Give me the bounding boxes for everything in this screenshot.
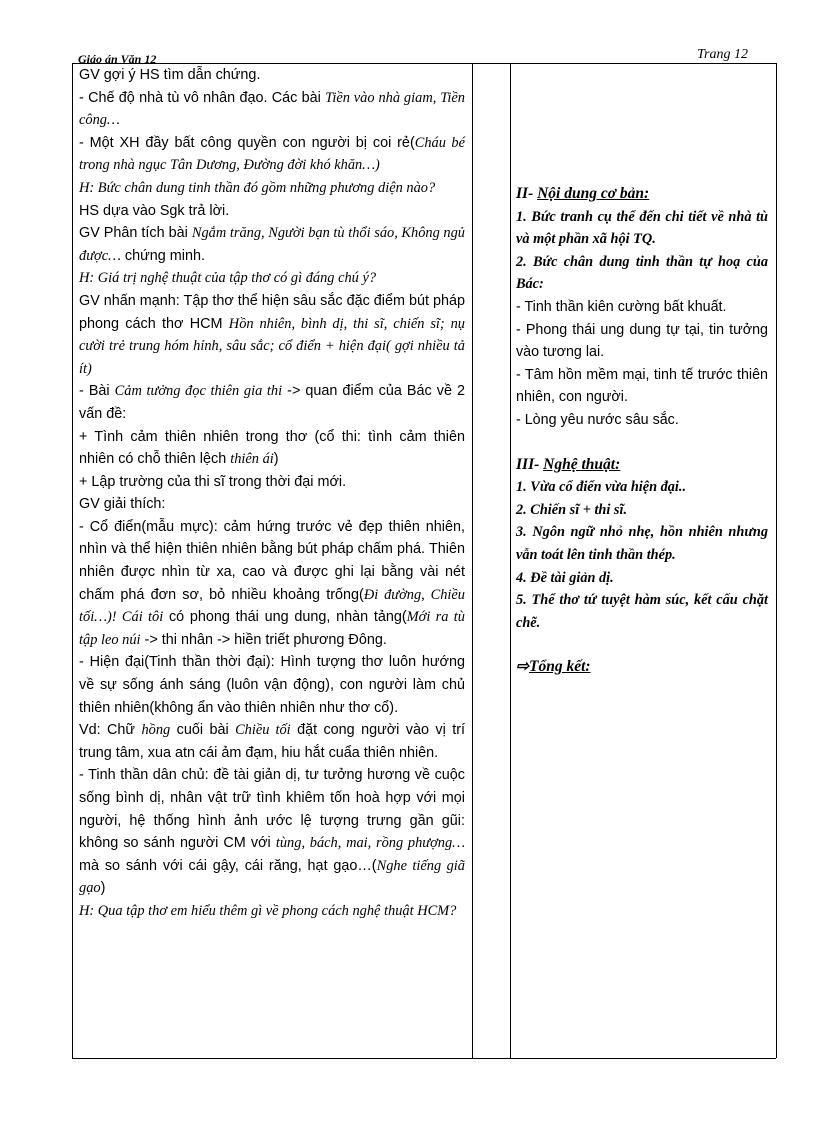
paragraph-segment: - Cổ điển(mẫu mực): cảm hứng trước vẻ đẹp thiên nhiên, nhìn và thể hiện thiên nhiên bằng bút pháp chấm phá. Thiên nhiên được nhìn từ xa, cao và được ghi lại bằng vài nét chấm phá đơn sơ, bỏ nhiều khoảng trống( [79, 518, 465, 603]
summary-heading: ⇨Tổng kết: [516, 658, 591, 676]
paragraph-segment: + Lập trường của thi sĩ trong thời đại mới. [79, 473, 347, 490]
section-heading-art: III- Nghệ thuật: [516, 455, 621, 473]
paragraph-segment: Mới ra tù tập leo núi [79, 609, 465, 648]
paragraph-segment: GV giải thích: [79, 496, 166, 513]
paragraph-segment: H: Giá trị nghệ thuật của tập thơ có gì đáng chú ý? [79, 270, 377, 287]
paragraph-segment: - Một XH đầy bất công quyền con người bị coi rẻ( [79, 134, 415, 151]
paragraph-segment: chứng minh. [120, 247, 205, 264]
header-page-number: Trang 12 [697, 47, 748, 62]
lesson-paragraph [79, 267, 465, 290]
lesson-paragraph [79, 64, 465, 87]
paragraph-segment: Tiền vào nhà giam, Tiền công… [79, 89, 465, 129]
content-bullet: - Phong thái ung dung tự tại, tin tưởng vào tương lai. [516, 321, 768, 361]
header-document-title: Giáo án Văn 12 [78, 52, 157, 66]
paragraph-segment: có phong thái ung dung, nhàn tảng( [163, 609, 407, 626]
table-left-border [72, 63, 73, 1058]
content-column [516, 64, 768, 679]
paragraph-segment: H: Bức chân dung tinh thần đó gồm những phương diện nào? [79, 179, 436, 196]
paragraph-segment: Cảm tưởng đọc thiên gia thi [114, 383, 283, 400]
paragraph-segment: - Bài [79, 383, 115, 400]
paragraph-segment: GV nhấn mạnh: Tập thơ thể hiện sâu sắc đặc điểm bút pháp phong cách thơ HCM [79, 292, 465, 332]
lesson-paragraph [79, 493, 465, 516]
paragraph-segment: - Tinh thần dân chủ: đề tài giản dị, tư tưởng hương về cuộc sống bình dị, nhân vật trữ tình khiêm tốn hoà hợp với mọi người, hệ thống hình ảnh ước lệ tượng trưng gần gũi: không so sánh người CM với [79, 767, 465, 852]
art-item: 4. Đề tài giản dị. [516, 569, 614, 586]
paragraph-segment: cuối bài [170, 722, 236, 739]
lesson-paragraph [79, 177, 465, 200]
paragraph-segment: - Chế độ nhà tù vô nhân đạo. Các bài [79, 89, 326, 106]
paragraph-segment: hồng [141, 722, 171, 739]
lesson-paragraph [79, 426, 465, 471]
paragraph-segment: Nghe tiếng giã gạo [79, 857, 465, 897]
lesson-paragraph [79, 900, 465, 923]
lesson-paragraph [79, 380, 465, 425]
paragraph-segment: Ngắm trăng, Người bạn tù thổi sáo, Không ngủ được… [79, 225, 465, 264]
table-right-border [776, 63, 777, 1058]
paragraph-segment: Đi đường, Chiều tối…)! Cái tôi [79, 586, 465, 626]
paragraph-segment: tùng, bách, mai, rồng phượng… [275, 835, 465, 852]
table-bottom-border [72, 1058, 776, 1059]
art-item: 3. Ngôn ngữ nhỏ nhẹ, hồn nhiên nhưng vẫn toát lên tinh thần thép. [516, 524, 768, 563]
paragraph-segment: H: Qua tập thơ em hiểu thêm gì về phong cách nghệ thuật HCM? [79, 902, 457, 919]
lesson-paragraph [79, 516, 465, 652]
column-divider [472, 63, 473, 1058]
lesson-paragraph [79, 764, 465, 900]
paragraph-segment: ) [273, 451, 279, 468]
paragraph-segment: Vd: Chữ [79, 722, 142, 739]
paragraph-segment: + Tình cảm thiên nhiên trong thơ (cổ thi: tình cảm thiên nhiên có chỗ thiên lệch [79, 428, 465, 468]
paragraph-segment: Cháu bé trong nhà ngục Tân Dương, Đường đời khó khăn…) [79, 134, 465, 174]
lesson-paragraph [79, 132, 465, 177]
paragraph-segment: GV gợi ý HS tìm dẫn chứng. [79, 67, 261, 83]
paragraph-segment: thiên ái [230, 451, 274, 468]
section-heading-content: II- Nội dung cơ bản: [516, 185, 650, 202]
content-bullet: - Tinh thần kiên cường bất khuất. [516, 298, 727, 315]
art-item: 2. Chiến sĩ + thi sĩ. [516, 501, 628, 518]
paragraph-segment: -> quan điểm của Bác về 2 vấn đề: [79, 383, 465, 422]
lesson-paragraph [79, 290, 465, 380]
paragraph-segment: Chiều tối [235, 722, 291, 739]
paragraph-segment: đặt cong người vào vị trí trung tâm, xua atn cái ảm đạm, hiu hắt cuẩa thiên nhiên. [79, 722, 465, 761]
paragraph-segment: ) [100, 880, 106, 897]
lesson-paragraph [79, 222, 465, 267]
paragraph-segment: mà so sánh với cái gậy, cái răng, hạt gạo…( [79, 857, 377, 874]
paragraph-segment: - Hiện đại(Tinh thần thời đại): Hình tượng thơ luôn hướng về sự sống ánh sáng (luôn vận động), con người làm chủ thiên nhiên(không ẩn vào thiên nhiên như thơ cổ). [79, 654, 465, 716]
art-item: 1. Vừa cổ điển vừa hiện đại.. [516, 479, 687, 496]
paragraph-segment: GV Phân tích bài [79, 225, 192, 242]
arrow-icon: ⇨ [516, 658, 529, 676]
lesson-paragraph [79, 719, 465, 764]
paragraph-segment: Hồn nhiên, bình dị, thi sĩ, chiến sĩ; nụ cười trẻ trung hóm hỉnh, sâu sắc; cổ điển + hiện đại( gợi nhiều tả ít) [79, 315, 465, 377]
content-item: 2. Bức chân dung tinh thần tự hoạ của Bác: [516, 253, 768, 293]
content-bullet: - Lòng yêu nước sâu sắc. [516, 411, 679, 428]
art-item: 5. Thể thơ tứ tuyệt hàm súc, kết cấu chặt chẽ. [516, 592, 768, 631]
lesson-paragraph [79, 200, 465, 223]
paragraph-segment: -> thi nhân -> hiền triết phương Đông. [140, 631, 387, 648]
paragraph-segment: HS dựa vào Sgk trả lời. [79, 202, 230, 219]
teacher-activities-column [79, 64, 465, 923]
lesson-paragraph [79, 651, 465, 719]
column-divider [510, 63, 511, 1058]
lesson-paragraph [79, 471, 465, 494]
content-item: 1. Bức tranh cụ thể đến chi tiết về nhà tù và một phần xã hội TQ. [516, 208, 768, 248]
content-bullet: - Tâm hồn mềm mại, tinh tế trước thiên nhiên, con người. [516, 366, 768, 406]
lesson-paragraph [79, 87, 465, 132]
